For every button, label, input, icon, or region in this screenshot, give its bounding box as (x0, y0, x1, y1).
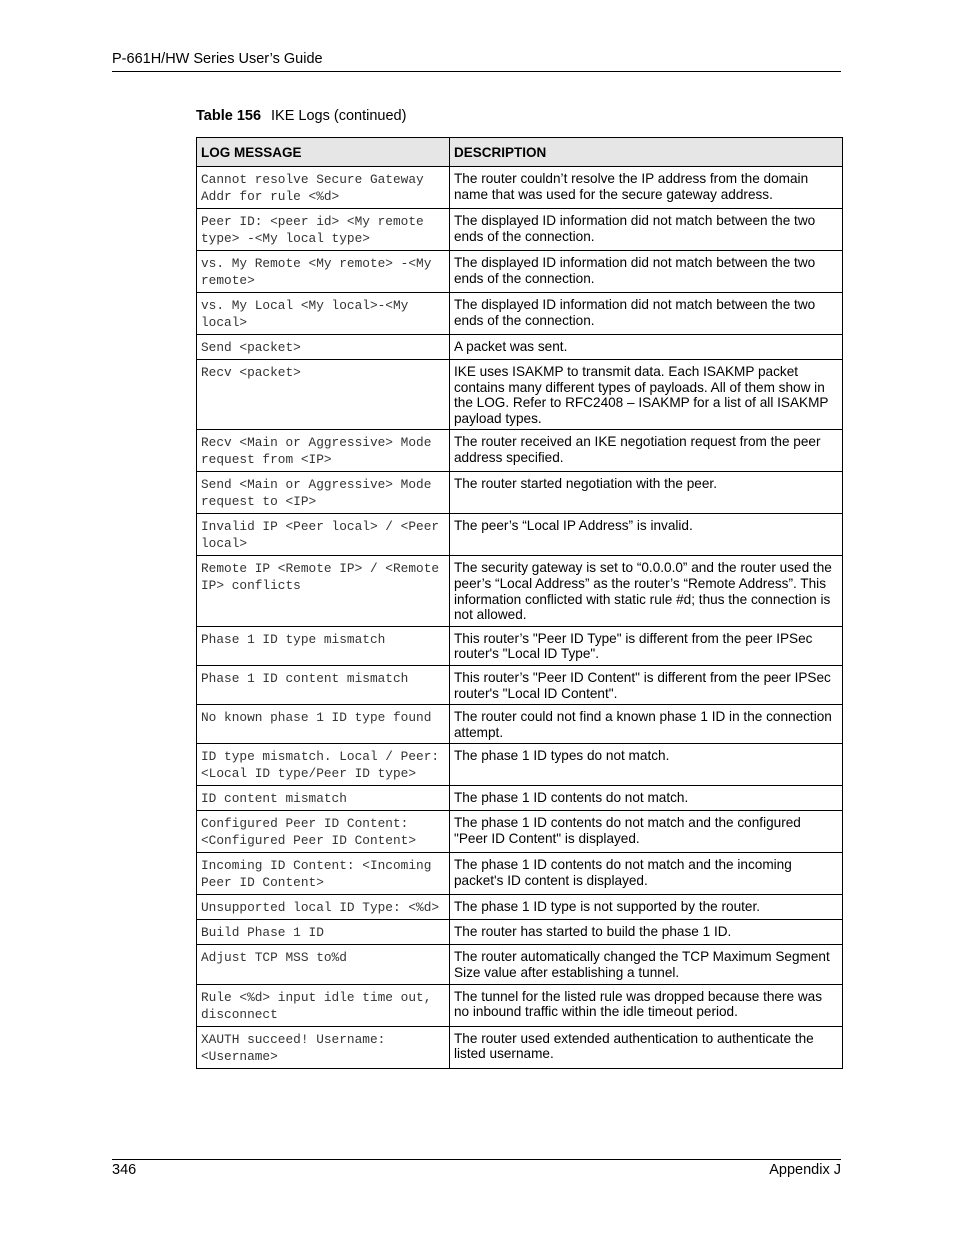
table-row (197, 1026, 843, 1068)
table-row (197, 293, 843, 335)
table-row (197, 984, 843, 1026)
description-cell: The phase 1 ID contents do not match and the configured "Peer ID Content" is displayed. (450, 811, 843, 853)
log-message-cell: Configured Peer ID Content: <Configured Peer ID Content> (197, 811, 450, 853)
table-row (197, 209, 843, 251)
description-cell: The router started negotiation with the peer. (450, 472, 843, 514)
table-row (197, 556, 843, 626)
column-header-description: DESCRIPTION (450, 138, 843, 167)
log-message-cell: Recv <packet> (197, 360, 450, 430)
table-row (197, 786, 843, 811)
description-cell: The displayed ID information did not match between the two ends of the connection. (450, 293, 843, 335)
log-message-cell: Phase 1 ID content mismatch (197, 665, 450, 704)
running-header-title: P-661H/HW Series User’s Guide (112, 51, 323, 67)
table-row (197, 665, 843, 704)
log-message-cell: Phase 1 ID type mismatch (197, 626, 450, 665)
table-caption (196, 108, 406, 124)
description-cell: The displayed ID information did not match between the two ends of the connection. (450, 209, 843, 251)
description-cell: The router automatically changed the TCP Maximum Segment Size value after establishing a tunnel. (450, 945, 843, 984)
log-message-cell: Adjust TCP MSS to%d (197, 945, 450, 984)
description-cell: The displayed ID information did not match between the two ends of the connection. (450, 251, 843, 293)
log-message-cell: Invalid IP <Peer local> / <Peer local> (197, 514, 450, 556)
description-cell: The tunnel for the listed rule was dropped because there was no inbound traffic within the idle timeout period. (450, 984, 843, 1026)
table-row (197, 920, 843, 945)
table-row (197, 430, 843, 472)
log-message-cell: ID content mismatch (197, 786, 450, 811)
footer-section-name: Appendix J (769, 1162, 841, 1178)
log-message-cell: vs. My Remote <My remote> -<My remote> (197, 251, 450, 293)
table-body (197, 167, 843, 1069)
log-message-cell: No known phase 1 ID type found (197, 705, 450, 744)
log-message-cell: Cannot resolve Secure Gateway Addr for rule <%d> (197, 167, 450, 209)
table-row (197, 335, 843, 360)
table-row (197, 744, 843, 786)
description-cell: The router used extended authentication to authenticate the listed username. (450, 1026, 843, 1068)
table-row (197, 811, 843, 853)
log-message-cell: Incoming ID Content: <Incoming Peer ID Content> (197, 853, 450, 895)
table-caption-title: IKE Logs (continued) (271, 108, 407, 124)
log-message-cell: XAUTH succeed! Username: <Username> (197, 1026, 450, 1068)
description-cell: This router’s "Peer ID Content" is different from the peer IPSec router's "Local ID Content". (450, 665, 843, 704)
description-cell: The phase 1 ID type is not supported by the router. (450, 895, 843, 920)
log-message-cell: Build Phase 1 ID (197, 920, 450, 945)
log-message-cell: Remote IP <Remote IP> / <Remote IP> conflicts (197, 556, 450, 626)
header-divider (112, 71, 841, 72)
log-message-cell: Send <packet> (197, 335, 450, 360)
table-row (197, 895, 843, 920)
description-cell: This router’s "Peer ID Type" is different from the peer IPSec router's "Local ID Type". (450, 626, 843, 665)
description-cell: The router has started to build the phase 1 ID. (450, 920, 843, 945)
log-message-cell: Unsupported local ID Type: <%d> (197, 895, 450, 920)
column-header-log-message: LOG MESSAGE (197, 138, 450, 167)
table-header-row (197, 138, 843, 167)
description-cell: The phase 1 ID types do not match. (450, 744, 843, 786)
ike-logs-table (196, 137, 843, 1069)
table-row (197, 853, 843, 895)
description-cell: The phase 1 ID contents do not match. (450, 786, 843, 811)
description-cell: The security gateway is set to “0.0.0.0” and the router used the peer’s “Local Address” as the router’s “Remote Address”. This information conflicted with static rule #d; thus the connection is not allowed. (450, 556, 843, 626)
log-message-cell: Send <Main or Aggressive> Mode request to <IP> (197, 472, 450, 514)
table-row (197, 705, 843, 744)
table-row (197, 472, 843, 514)
log-message-cell: ID type mismatch. Local / Peer: <Local ID type/Peer ID type> (197, 744, 450, 786)
table-row (197, 945, 843, 984)
description-cell: The router received an IKE negotiation request from the peer address specified. (450, 430, 843, 472)
table-row (197, 251, 843, 293)
footer-divider (112, 1159, 841, 1160)
description-cell: The router couldn’t resolve the IP address from the domain name that was used for the secure gateway address. (450, 167, 843, 209)
table-row (197, 360, 843, 430)
table-row (197, 167, 843, 209)
log-message-cell: Rule <%d> input idle time out, disconnect (197, 984, 450, 1026)
table-row (197, 626, 843, 665)
table-row (197, 514, 843, 556)
description-cell: The phase 1 ID contents do not match and the incoming packet's ID content is displayed. (450, 853, 843, 895)
description-cell: The router could not find a known phase 1 ID in the connection attempt. (450, 705, 843, 744)
page-number: 346 (112, 1162, 137, 1178)
log-message-cell: Peer ID: <peer id> <My remote type> -<My local type> (197, 209, 450, 251)
description-cell: A packet was sent. (450, 335, 843, 360)
log-message-cell: vs. My Local <My local>-<My local> (197, 293, 450, 335)
table-caption-number: Table 156 (196, 108, 262, 124)
description-cell: IKE uses ISAKMP to transmit data. Each ISAKMP packet contains many different types of payloads. All of them show in the LOG. Refer to RFC2408 – ISAKMP for a list of all ISAKMP payload types. (450, 360, 843, 430)
log-message-cell: Recv <Main or Aggressive> Mode request from <IP> (197, 430, 450, 472)
description-cell: The peer’s “Local IP Address” is invalid. (450, 514, 843, 556)
